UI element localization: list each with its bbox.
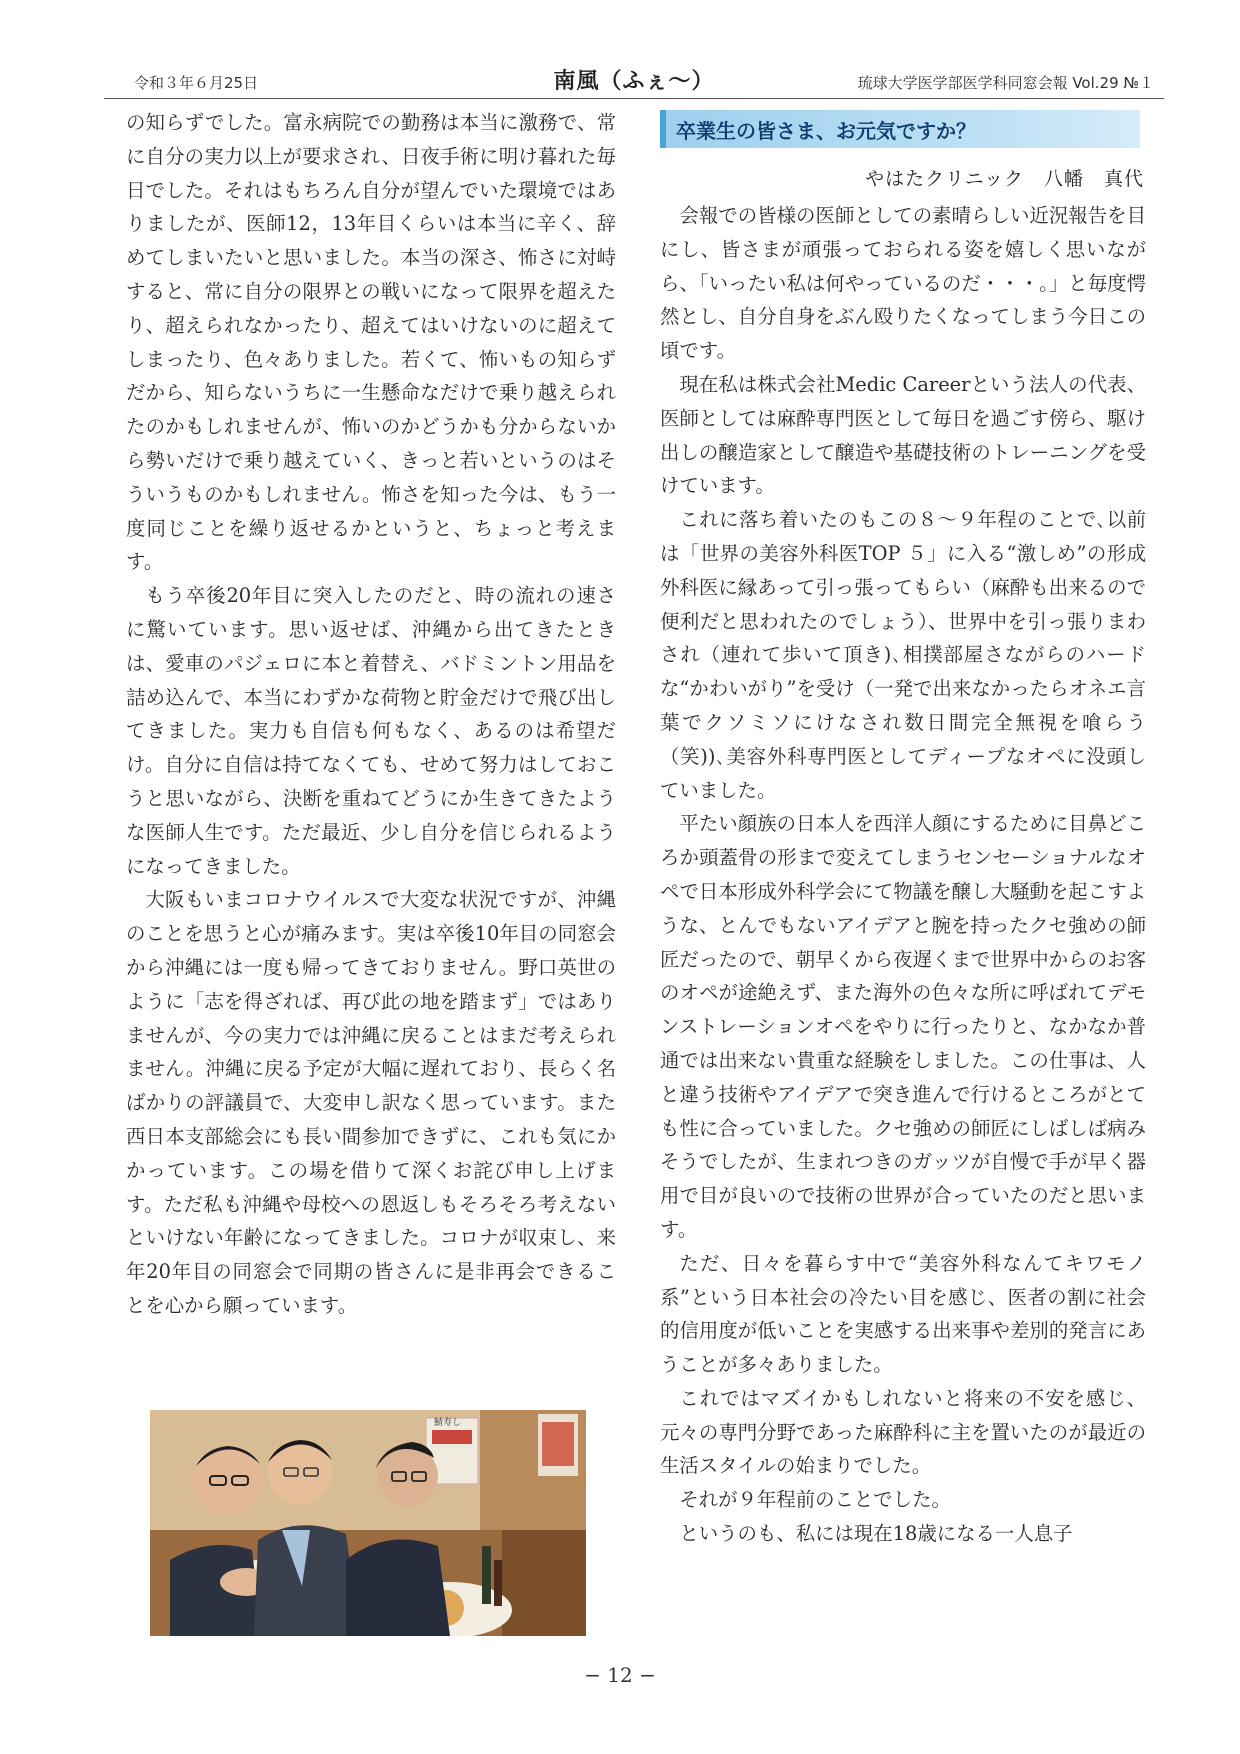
left-column — [126, 106, 616, 1323]
issue-date: 令和３年６月25日 — [134, 74, 259, 92]
page-header — [104, 64, 1164, 99]
newsletter-title: 南風（ふぇ〜） — [553, 68, 715, 94]
right-paragraph-5: ただ、日々を暮らす中で“美容外科なんてキワモノ系”という日本社会の冷たい目を感じ、医者の割に社会的信用度が低いことを実感する出来事や差別的発言にあうことが多々ありました。 — [660, 1251, 1146, 1377]
left-paragraph-1: の知らずでした。富永病院での勤務は本当に激務で、常に自分の実力以上が要求され、日夜手術に明け暮れた毎日でした。それはもちろん自分が望んでいた環境ではありましたが、医師12，13年目くらいは本当に辛く、辞めてしまいたいと思いました。本当の深さ、怖さに対峙すると、常に自分の限界との戦いになって限界を超えたり、超えられなかったり、超えてはいけないのに超えてしまったり、色々ありました。若くて、怖いもの知らずだから、知らないうちに一生懸命なだけで乗り越えられたのかもしれませんが、怖いのかどうかも分からないから勢いだけで乗り越えていく、きっと若いというのはそういうものかもしれません。怖さを知った今は、もう一度同じことを繰り返せるかというと、ちょっと考えます。 — [126, 111, 616, 574]
right-paragraph-6: これではマズイかもしれないと将来の不安を感じ、元々の専門分野であった麻酔科に主を置いたのが最近の生活スタイルの始まりでした。 — [660, 1386, 1146, 1478]
section-title: 卒業生の皆さま、お元気ですか？ — [660, 110, 1140, 148]
right-column — [660, 106, 1146, 1551]
right-paragraph-8: というのも、私には現在18歳になる一人息子 — [679, 1522, 1073, 1546]
right-paragraph-7: それが９年程前のことでした。 — [679, 1488, 951, 1512]
right-paragraph-3: これに落ち着いたのもこの８〜９年程のことで､以前は「世界の美容外科医TOP ５」に入る“激しめ”の形成外科医に縁あって引っ張ってもらい（麻酔も出来るので便利だと思われたのでしょう）、世界中を引っ張りまわされ（連れて歩いて頂き)､相撲部屋さながらのハードな“かわいがり”を受け（一発で出来なかったらオネエ言葉でクソミソにけなされ数日間完全無視を喰らう（笑))､美容外科専門医としてディープなオペに没頭していました。 — [660, 508, 1146, 802]
page-number: − 12 − — [584, 1663, 656, 1687]
left-paragraph-2: もう卒後20年目に突入したのだと、時の流れの速さに驚いています。思い返せば、沖縄から出てきたときは、愛車のパジェロに本と着替え、バドミントン用品を詰め込んで、本当にわずかな荷物と貯金だけで飛び出してきました。実力も自信も何もなく、あるのは希望だけ。自分に自信は持てなくても、せめて努力はしておこうと思いながら、決断を重ねてどうにか生きてきたような医師人生です。ただ最近、少し自分を信じられるようになってきました。 — [126, 584, 616, 878]
left-paragraph-3: 大阪もいまコロナウイルスで大変な状況ですが、沖縄のことを思うと心が痛みます。実は卒後10年目の同窓会から沖縄には一度も帰ってきておりません。野口英世のように「志を得ざれば、再び此の地を踏まず」ではありませんが、今の実力では沖縄に戻ることはまだ考えられません。沖縄に戻る予定が大幅に遅れており、長らく名ばかりの評議員で、大変申し訳なく思っています。また西日本支部総会にも長い間参加できずに、これも気にかかっています。この場を借りて深くお詫び申し上げます。ただ私も沖縄や母校への恩返しもそろそろ考えないといけない年齢になってきました。コロナが収束し、来年20年目の同窓会で同期の皆さんに是非再会できることを心から願っています。 — [126, 888, 616, 1317]
right-paragraph-1: 会報での皆様の医師としての素晴らしい近況報告を目にし、皆さまが頑張っておられる姿を嬉しく思いながら、「いったい私は何やっているのだ・・・。」と毎度愕然とし、自分自身をぶん殴りたくなってしまう今日この頃です。 — [660, 204, 1146, 363]
publication-info: 琉球大学医学部医学科同窓会報 Vol.29 №１ — [857, 74, 1154, 92]
right-paragraph-4: 平たい顔族の日本人を西洋人顔にするために目鼻どころか頭蓋骨の形まで変えてしまうセンセーショナルなオペで日本形成外科学会にて物議を醸し大騒動を起こすような、とんでもないアイデアと腕を持ったクセ強めの師匠だったので、朝早くから夜遅くまで世界中からのお客のオペが途絶えず、また海外の色々な所に呼ばれてデモンストレーションオペをやりに行ったりと、なかなか普通では出来ない貴重な経験をしました。この仕事は、人と違う技術やアイデアで突き進んで行けるところがとても性に合っていました。クセ強めの師匠にしばしば病みそうでしたが、生まれつきのガッツが自慢で手が早く器用で目が良いので技術の世界が合っていたのだと思います。 — [660, 812, 1146, 1241]
group-photo — [150, 1410, 586, 1636]
author-byline: やはたクリニック 八幡 真代 — [865, 168, 1144, 190]
right-paragraph-2: 現在私は株式会社Medic Careerという法人の代表、医師としては麻酔専門医として毎日を過ごす傍ら、駆け出しの醸造家として醸造や基礎技術のトレーニングを受けています。 — [660, 372, 1146, 498]
poster-text: 鯖寿し — [434, 1418, 462, 1428]
